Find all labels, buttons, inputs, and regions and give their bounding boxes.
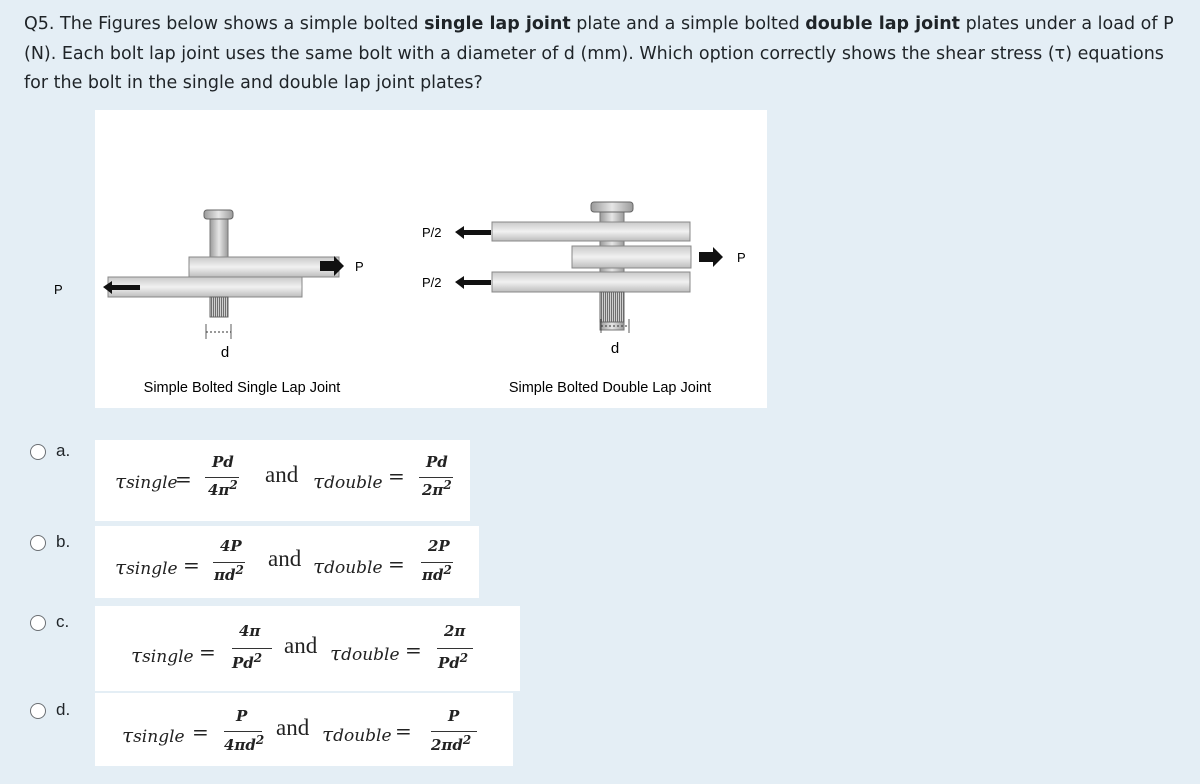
numerator-double: 2P [428,537,450,555]
denominator-single: $4\pi d^2$ [224,733,265,754]
tau-double: τdouble [322,722,392,746]
double-load-top: P/2 [422,225,442,240]
denominator-double: Pd$^2$ [438,651,469,672]
and-text: and [265,462,299,487]
denominator-double: $\pi d^2$ [422,563,452,584]
question-text-part: Q5. The Figures below shows a simple bolted [24,14,425,34]
tau-double: τdouble [313,554,383,578]
single-load-right: P [355,259,364,274]
equals-sign: = [199,640,216,664]
single-bolt-thread [210,297,228,317]
and-text: and [268,546,302,571]
single-top-plate [189,257,339,277]
equals-sign: = [175,467,192,491]
equals-sign: = [192,720,209,744]
double-right-arrow-icon [699,247,723,267]
denominator-double: $2\pi d^2$ [431,733,472,754]
double-top-plate [492,222,690,241]
equals-sign: = [395,719,412,743]
option-d-equation [95,693,513,766]
single-diameter-label: d [220,344,230,361]
single-lap-joint [54,210,364,396]
tau-double: τdouble [330,641,400,665]
double-load-right: P [737,250,746,265]
denominator-single: Pd$^2$ [232,651,263,672]
tau-single: τsingle [131,643,194,667]
equals-sign: = [183,553,200,577]
option-c-letter: c. [56,612,70,631]
and-text: and [276,715,310,740]
double-diameter-label: d [610,340,620,357]
fraction-bar [232,648,272,649]
double-bolt-head [591,202,633,212]
tau-single: τsingle [115,469,178,493]
numerator-single: 4π [239,622,261,640]
single-caption: Simple Bolted Single Lap Joint [143,380,341,396]
double-bottom-plate [492,272,690,292]
option-d-letter: d. [56,700,71,719]
option-b-equation [95,526,479,598]
question-text-part: plate and a simple bolted [570,14,806,34]
numerator-double: P [448,707,460,725]
question-text [24,10,1192,99]
double-bottom-left-arrow-icon [455,276,491,289]
numerator-double: Pd [426,453,448,471]
single-bolt-head [204,210,233,219]
question-bold-single: single lap joint [424,14,571,34]
equals-sign: = [388,464,405,488]
tau-double: τdouble [313,469,383,493]
option-a-letter: a. [56,441,71,460]
tau-single: τsingle [115,555,178,579]
numerator-single: 4P [220,537,242,555]
double-load-bottom: P/2 [422,275,442,290]
equals-sign: = [405,638,422,662]
lap-joint-diagram [54,110,767,408]
single-load-left: P [54,282,63,297]
option-d-radio[interactable] [30,703,46,719]
numerator-single: P [236,707,248,725]
numerator-double: 2π [444,622,466,640]
question-bold-double: double lap joint [805,14,961,34]
double-middle-plate [572,246,691,268]
denominator-single: $4\pi^2$ [208,478,238,499]
option-a-radio[interactable] [30,444,46,460]
option-b-radio[interactable] [30,535,46,551]
denominator-single: $\pi d^2$ [214,563,244,584]
option-b-letter: b. [56,532,71,551]
double-bolt-thread [600,292,624,322]
equals-sign: = [388,552,405,576]
lap-joint-figure [54,110,767,408]
tau-single: τsingle [122,723,185,747]
and-text: and [284,633,318,658]
option-a-equation [95,440,470,521]
double-top-left-arrow-icon [455,226,491,239]
option-c-equation [95,606,520,691]
fraction-bar [437,648,473,649]
option-c-radio[interactable] [30,615,46,631]
numerator-single: Pd [212,453,234,471]
double-caption: Simple Bolted Double Lap Joint [508,380,712,396]
denominator-double: $2\pi^2$ [422,478,452,499]
double-lap-joint [422,202,746,396]
question-text-part: plates under a load of P (N). Each bolt lap joint uses the same bolt with a diameter of d (mm). Which option correctly shows the shear stress (τ) equations for the bolt in the single and double lap joint plates? [24,14,1174,93]
